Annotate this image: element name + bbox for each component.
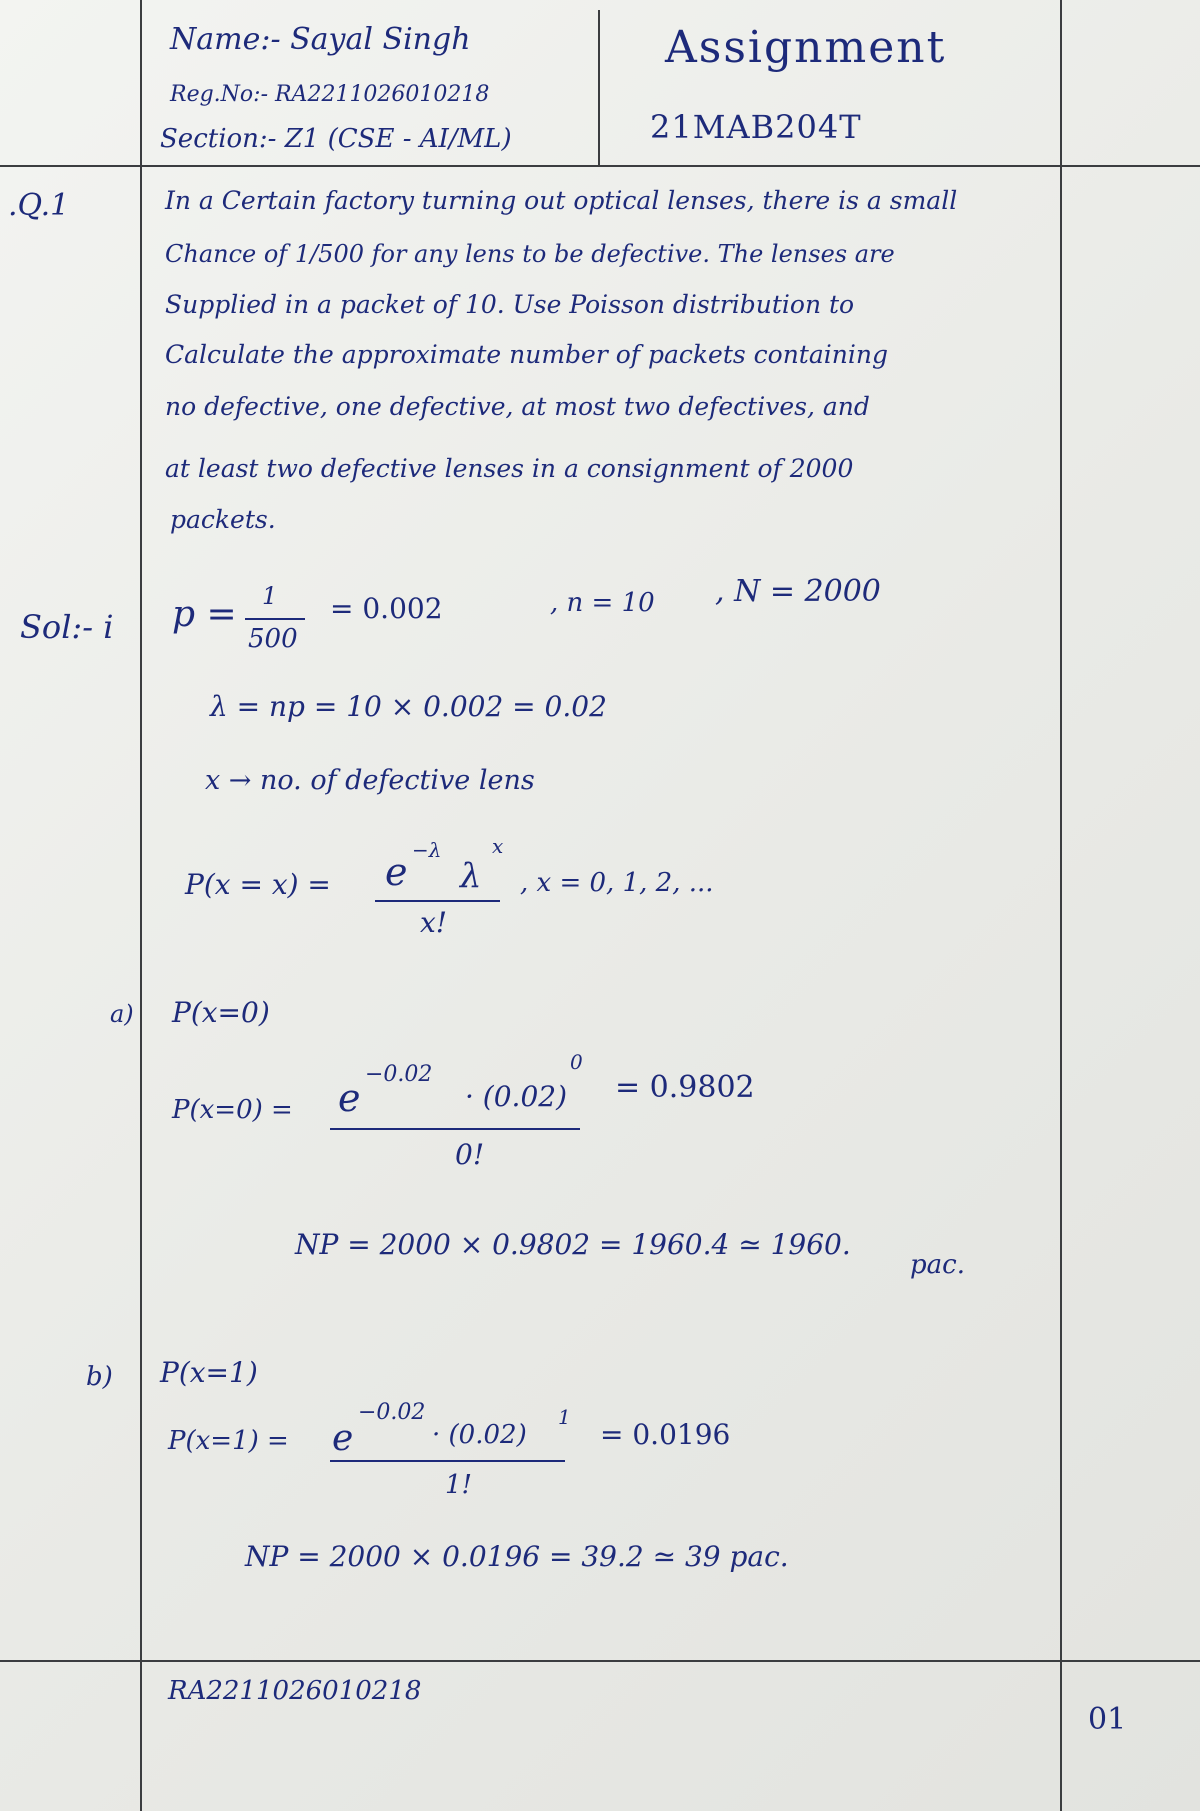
right-margin-rule [1060, 0, 1062, 1811]
part-a-expected-packets: NP = 2000 × 0.9802 = 1960.4 ≃ 1960. [295, 1228, 851, 1261]
p-value: = 0.002 [330, 592, 443, 625]
header-bottom-rule [0, 165, 1200, 167]
part-b-heading: P(x=1) [160, 1356, 258, 1389]
pmf-numerator-lambda: λ [460, 856, 482, 896]
pmf-numerator-lambda-exponent: x [492, 834, 504, 858]
pmf-fraction-bar [375, 900, 500, 902]
student-name: Name:- Sayal Singh [170, 22, 471, 57]
footer-top-rule [0, 1660, 1200, 1662]
part-a-lhs: P(x=0) = [172, 1095, 293, 1125]
part-b-numerator-exponent: −0.02 [358, 1400, 426, 1425]
part-b-expected-packets: NP = 2000 × 0.0196 = 39.2 ≃ 39 pac. [245, 1540, 789, 1573]
header-divider-rule [598, 10, 600, 165]
part-a-numerator-term: · (0.02) [465, 1080, 567, 1113]
question-number: .Q.1 [8, 188, 70, 223]
question-line-4: Calculate the approximate number of packets containing [165, 340, 888, 369]
question-line-1: In a Certain factory turning out optical lenses, there is a small [165, 186, 958, 215]
part-b-fraction-bar [330, 1460, 565, 1462]
question-line-3: Supplied in a packet of 10. Use Poisson distribution to [165, 290, 855, 319]
pmf-lhs: P(x = x) = [185, 868, 331, 901]
part-b-numerator-term-exponent: 1 [558, 1405, 571, 1429]
part-b-denominator: 1! [445, 1470, 472, 1500]
part-a-unit: pac. [910, 1250, 965, 1280]
question-line-5: no defective, one defective, at most two defectives, and [165, 392, 870, 421]
pmf-domain: , x = 0, 1, 2, ... [520, 868, 714, 898]
registration-number: Reg.No:- RA2211026010218 [170, 82, 490, 107]
p-denominator: 500 [248, 624, 298, 654]
lambda-line: λ = np = 10 × 0.002 = 0.02 [210, 690, 607, 723]
part-a-result: = 0.9802 [615, 1070, 755, 1105]
assignment-title: Assignment [665, 22, 947, 73]
pmf-numerator-exponent: −λ [412, 838, 442, 862]
random-variable-definition: x → no. of defective lens [205, 765, 535, 796]
question-line-2: Chance of 1/500 for any lens to be defective. The lenses are [165, 240, 895, 268]
part-a-label: a) [110, 1000, 134, 1028]
p-lhs: p = [172, 594, 237, 635]
part-b-label: b) [86, 1362, 113, 1392]
part-a-numerator-term-exponent: 0 [570, 1050, 583, 1074]
pmf-denominator: x! [420, 906, 448, 939]
part-a-numerator-base: e [338, 1076, 361, 1120]
section: Section:- Z1 (CSE - AI/ML) [160, 124, 512, 154]
pmf-numerator-base: e [385, 850, 408, 894]
N-value: , N = 2000 [715, 574, 881, 609]
part-a-fraction-bar [330, 1128, 580, 1130]
n-value: , n = 10 [550, 588, 655, 618]
p-fraction-bar [245, 618, 305, 620]
page-number: 01 [1088, 1702, 1127, 1737]
course-code: 21MAB204T [650, 108, 862, 146]
part-b-numerator-base: e [332, 1418, 354, 1459]
part-a-denominator: 0! [455, 1138, 485, 1171]
part-b-lhs: P(x=1) = [168, 1426, 289, 1456]
part-a-heading: P(x=0) [172, 996, 270, 1029]
question-line-7: packets. [170, 505, 276, 534]
footer-registration-number: RA2211026010218 [168, 1676, 422, 1706]
part-b-numerator-term: · (0.02) [432, 1420, 527, 1450]
solution-label: Sol:- i [20, 608, 114, 646]
part-b-result: = 0.0196 [600, 1418, 731, 1451]
p-numerator: 1 [262, 582, 278, 610]
question-line-6: at least two defective lenses in a consignment of 2000 [165, 454, 854, 483]
part-a-numerator-exponent: −0.02 [365, 1062, 433, 1087]
left-margin-rule [140, 0, 142, 1811]
